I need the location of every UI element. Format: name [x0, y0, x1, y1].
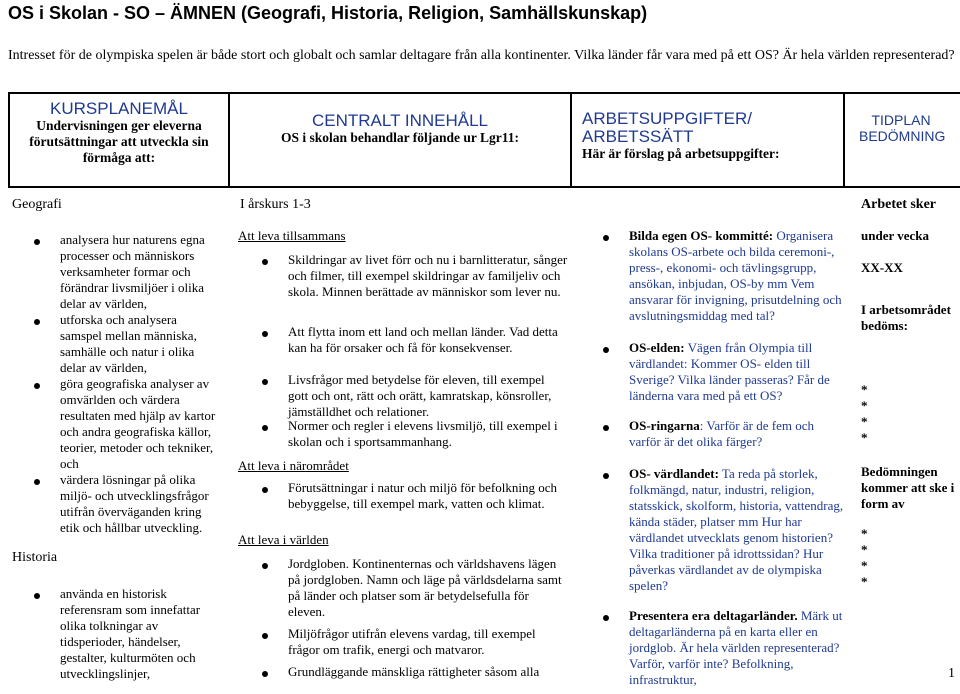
bullet-icon	[603, 235, 609, 241]
bullet-icon	[262, 379, 268, 385]
subject-historia: Historia	[12, 550, 58, 565]
header-bottom-border	[8, 186, 960, 188]
bullet-icon	[603, 473, 609, 479]
col3-item-5: Presentera era deltagarländer. Märk ut deltagarländerna på en karta eller en jordglob. Är hela världen representerad? Varför, varför inte? Befolkning, infrastruktur,	[629, 608, 845, 688]
document-title: OS i Skolan - SO – ÄMNEN (Geografi, Historia, Religion, Samhällskunskap)	[8, 3, 648, 23]
col1-geo-item-1: analysera hur naturens egna processer och människors verksamheter formar och förändrar livsmiljöer i olika delar av världen,	[60, 232, 220, 312]
bullet-icon	[262, 633, 268, 639]
col4-under-vecka: under vecka	[861, 228, 930, 243]
bullet-icon	[603, 425, 609, 431]
col2-item-8: Grundläggande mänskliga rättigheter såsom alla	[288, 664, 568, 680]
bullet-icon	[603, 347, 609, 353]
col3-item-3: OS-ringarna: Varför är de fem och varför är det olika färger?	[629, 418, 845, 450]
col2-item-3: Livsfrågor med betydelse för eleven, till exempel gott och ont, rätt och orätt, kamratskap, könsroller, jämställdhet och relationer.	[288, 372, 568, 420]
grade-label: I årskurs 1-3	[240, 197, 311, 212]
header-arbetsuppgifter-title1: ARBETSUPPGIFTER/	[582, 109, 753, 128]
col2-item-5: Förutsättningar i natur och miljö för befolkning och bebyggelse, till exempel mark, vatten och klimat.	[288, 480, 568, 512]
col4-star-6: *	[861, 542, 868, 557]
col2-item-1: Skildringar av livet förr och nu i barnlitteratur, sånger och filmer, till exempel skildringar av familjeliv och skola. Minnen berättade av människor som lever nu.	[288, 252, 568, 300]
header-arbetsuppgifter	[572, 110, 843, 162]
col4-star-4: *	[861, 430, 868, 445]
work-happens-label: Arbetet sker	[861, 197, 937, 212]
bullet-icon	[262, 425, 268, 431]
col2-item-4: Normer och regler i elevens livsmiljö, till exempel i skolan och i sportsammanhang.	[288, 418, 568, 450]
bullet-icon	[603, 615, 609, 621]
bullet-icon	[262, 487, 268, 493]
col2-heading-3: Att leva i världen	[238, 532, 329, 547]
col2-heading-2: Att leva i närområdet	[238, 458, 349, 473]
header-kursplanemal	[10, 100, 228, 166]
header-kursplanemal-sub: Undervisningen ger eleverna förutsättningar att utveckla sin förmåga att:	[29, 118, 209, 165]
col2-item-2: Att flytta inom ett land och mellan länder. Vad detta kan ha för orsaker och få för konsekvenser.	[288, 324, 568, 356]
bullet-icon	[34, 383, 40, 389]
intro-text: Intresset för de olympiska spelen är både stort och globalt och samlar deltagare från alla kontinenter. Vilka länder får vara med på ett OS? Är hela världen representerad?	[8, 48, 955, 63]
bullet-icon	[262, 563, 268, 569]
bullet-icon	[34, 319, 40, 325]
header-arbetsuppgifter-sub: Här är förslag på arbetsuppgifter:	[582, 146, 780, 161]
bullet-icon	[34, 479, 40, 485]
header-tidplan-title: TIDPLAN BEDÖMNING	[859, 112, 946, 144]
bullet-icon	[262, 259, 268, 265]
col4-week-range: XX-XX	[861, 260, 903, 275]
bullet-icon	[34, 593, 40, 599]
col4-star-5: *	[861, 526, 868, 541]
header-tidplan	[845, 112, 957, 144]
table-top-border	[8, 92, 960, 94]
col1-geo-item-3: göra geografiska analyser av omvärlden och värdera resultaten med hjälp av kartor och andra geografiska källor, teorier, metoder och tekniker, och	[60, 376, 220, 472]
col4-star-2: *	[861, 398, 868, 413]
header-centralt-title: CENTRALT INNEHÅLL	[311, 111, 489, 130]
col1-geo-item-2: utforska och analysera samspel mellan människa, samhälle och natur i olika delar av världen,	[60, 312, 220, 376]
col2-item-7: Miljöfrågor utifrån elevens vardag, till exempel frågor om trafik, energi och matvaror.	[288, 626, 568, 658]
header-centralt-sub: OS i skolan behandlar följande ur Lgr11:	[280, 130, 520, 145]
bullet-icon	[262, 331, 268, 337]
col3-item-2: OS-elden: Vägen från Olympia till värdlandet: Kommer OS- elden till Sverige? Vilka länder passeras? Får de länderna vara med på ett OS?	[629, 340, 845, 404]
col4-assessed: I arbetsområdet bedöms:	[861, 302, 951, 333]
col1-hist-item: använda en historisk referensram som innefattar olika tolkningar av tidsperioder, händelser, gestalter, kulturmöten och utvecklingslinjer,	[60, 586, 220, 682]
col2-heading-1: Att leva tillsammans	[238, 228, 346, 243]
col2-item-6: Jordgloben. Kontinenternas och världshavens lägen på jordgloben. Namn och läge på världsdelarna samt på länder och platser som är betydelsefulla för eleven.	[288, 556, 568, 620]
page-number: 1	[948, 666, 955, 681]
col3-item-1: Bilda egen OS- kommitté: Organisera skolans OS-arbete och bilda ceremoni-, press-, ekonomi- och tävlingsgrupp, ansökan, inbjudan, OS-by mm Vem ansvarar för invigning, prisutdelning och avslutningsmiddag med tal?	[629, 228, 845, 324]
col1-geo-item-4: värdera lösningar på olika miljö- och utvecklingsfrågor utifrån överväganden kring etik och hållbar utveckling.	[60, 472, 220, 536]
col4-star-7: *	[861, 558, 868, 573]
header-arbetsuppgifter-title2: ARBETSSÄTT	[582, 127, 694, 146]
col4-star-8: *	[861, 574, 868, 589]
col4-star-3: *	[861, 414, 868, 429]
header-centralt-innehall	[230, 112, 570, 146]
bullet-icon	[262, 671, 268, 677]
bullet-icon	[34, 239, 40, 245]
header-kursplanemal-title: KURSPLANEMÅL	[50, 99, 188, 118]
col3-item-4: OS- värdlandet: Ta reda på storlek, folkmängd, natur, industri, religion, statsskick, skolform, historia, vattendrag, kända städer, platser mm Hur har värdlandet utvecklats genom historien? Vilka traditioner på idrottssidan? Hur påverkas värdlandet av de olympiska spelen?	[629, 466, 845, 594]
subject-geografi: Geografi	[12, 197, 62, 212]
col4-star-1: *	[861, 382, 868, 397]
col4-assessment-form: Bedömningen kommer att ske i form av	[861, 464, 955, 511]
